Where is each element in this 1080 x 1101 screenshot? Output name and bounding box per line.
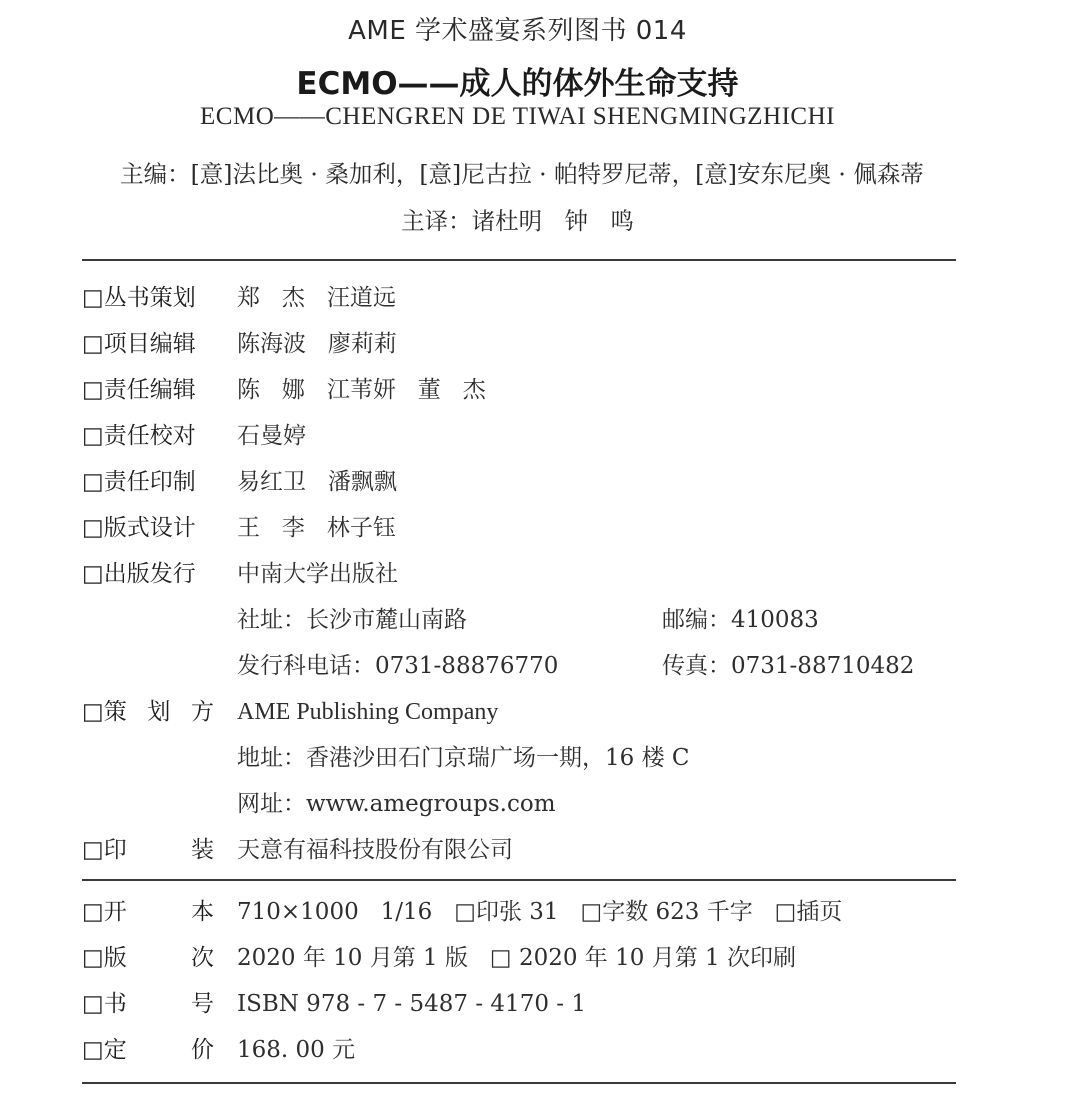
chief-translators: 主译：诸杜明 钟 鸣 [401,207,634,235]
label-part: 价 [191,1037,214,1063]
publisher-postcode: 邮编：410083 [662,607,819,633]
publisher-fax: 传真：0731-88710482 [662,653,915,679]
label-part: 号 [191,991,214,1017]
credit-value: 王 李 林子钰 [237,515,396,541]
credit-label: □责任编辑 [82,377,196,403]
label-part: 本 [191,899,214,925]
label-part: □定 [82,1037,127,1063]
label-part: □策 [82,699,127,725]
publisher-name: 中南大学出版社 [237,561,398,587]
printer-name: 天意有福科技股份有限公司 [237,837,513,863]
planner-address: 地址：香港沙田石门京瑞广场一期，16 楼 C [237,745,690,771]
bottom-rule [82,1082,956,1084]
label-part: 划 [147,699,171,725]
chief-editors: 主编：[意]法比奥 · 桑加利，[意]尼古拉 · 帕特罗尼蒂，[意]安东尼奥 · 佩森蒂 [120,160,924,188]
label-part: 方 [190,699,214,725]
publisher-address: 社址：长沙市麓山南路 [237,607,467,633]
spec-label [82,987,214,1021]
credit-value: 易红卫 潘飘飘 [237,469,397,495]
credit-value: 陈 娜 江苇妍 董 杰 [237,377,486,403]
spec-label [82,1033,214,1067]
label-part: 装 [191,837,214,863]
credit-label [82,833,214,867]
spec-value: ISBN 978 - 7 - 5487 - 4170 - 1 [237,991,586,1017]
credit-label: □版式设计 [82,515,196,541]
credit-label: □出版发行 [82,561,196,587]
credit-label: □责任校对 [82,423,196,449]
label-part: □版 [82,945,127,971]
label-part: □开 [82,899,127,925]
credit-value: 郑 杰 汪道远 [237,285,396,311]
credit-label: □丛书策划 [82,285,196,311]
label-part: □书 [82,991,127,1017]
spec-value: 168. 00 元 [237,1037,356,1063]
credit-label: □责任印制 [82,469,196,495]
series-line: AME 学术盛宴系列图书 014 [348,16,687,46]
credit-value: 陈海波 廖莉莉 [237,331,397,357]
planner-name: AME Publishing Company [237,699,499,725]
top-rule [82,259,956,261]
planner-website: 网址：www.amegroups.com [237,791,556,817]
spec-label [82,895,214,929]
middle-rule [82,879,956,881]
publisher-phone: 发行科电话：0731-88876770 [237,653,559,679]
spec-value: 710×1000 1/16 □印张 31 □字数 623 千字 □插页 [237,899,843,925]
label-part: 次 [191,945,214,971]
spec-label [82,941,214,975]
credit-value: 石曼婷 [237,423,306,449]
spec-value: 2020 年 10 月第 1 版 □ 2020 年 10 月第 1 次印刷 [237,945,796,971]
credit-label [82,695,214,729]
book-title-pinyin: ECMO——CHENGREN DE TIWAI SHENGMINGZHICHI [200,103,835,130]
book-title: ECMO——成人的体外生命支持 [296,66,739,102]
label-part: □印 [82,837,127,863]
credit-label: □项目编辑 [82,331,196,357]
